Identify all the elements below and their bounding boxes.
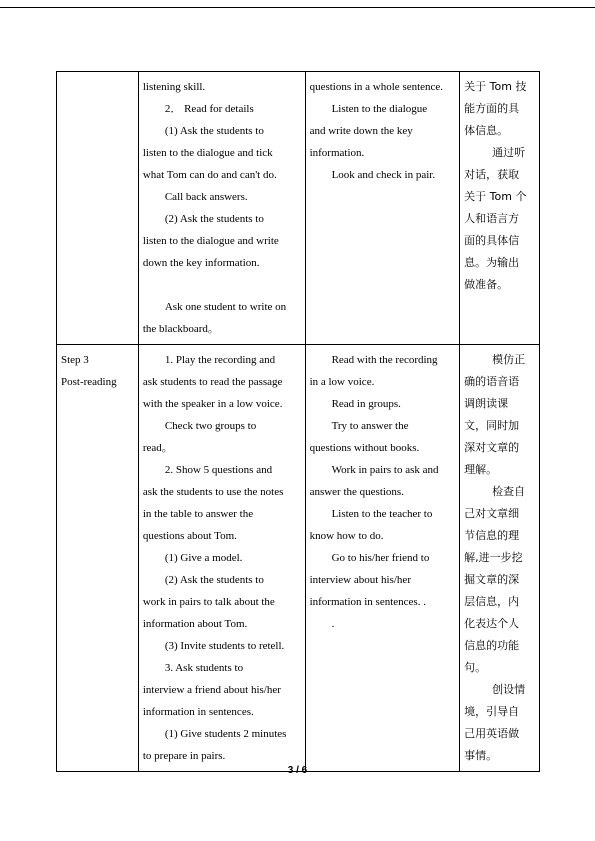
text-line: 调朗读课 — [464, 397, 509, 410]
text-line: Try to answer the — [331, 420, 409, 432]
text-line: information about Tom. — [142, 618, 248, 630]
text-line: (1) Ask the students to — [164, 125, 264, 137]
text-line: 面的具体信 — [464, 234, 520, 247]
student-activity-cell — [305, 345, 460, 772]
text-line: to prepare in pairs. — [142, 750, 226, 762]
text-line: 境，引导自 — [464, 705, 520, 718]
design-purpose-cell — [460, 345, 540, 772]
text-line: 关于 Tom 技 — [464, 80, 527, 93]
text-line: Look and check in pair. — [331, 169, 436, 181]
text-line: listen to the dialogue and write — [142, 235, 279, 247]
text-line: questions without books. — [309, 442, 420, 454]
text-line: know how to do. — [309, 530, 384, 542]
text-line: 确的语音语 — [464, 375, 520, 388]
text-line: 能方面的具 — [464, 102, 520, 115]
text-line: Check two groups to — [164, 420, 257, 432]
text-line: (1) Give a model. — [164, 552, 243, 564]
text-line: 解,进一步挖 — [464, 551, 523, 564]
text-line: work in pairs to talk about the — [142, 596, 275, 608]
text-line: Read in groups. — [331, 398, 401, 410]
text-line: 层信息，内 — [464, 595, 520, 608]
text-line: 模仿正 — [492, 353, 526, 366]
header-rule — [0, 7, 595, 8]
text-line: 事情。 — [464, 749, 498, 762]
text-line: 文，同时加 — [464, 419, 520, 432]
text-line: (1) Give students 2 minutes — [164, 728, 287, 740]
text-line: 人和语言方 — [464, 212, 520, 225]
text-line: 创设情 — [492, 683, 526, 696]
text-line: with the speaker in a low voice. — [142, 398, 283, 410]
text-line: 化表达个人 — [464, 617, 520, 630]
teacher-activity-cell — [138, 72, 305, 345]
text-line: 2. Show 5 questions and — [164, 464, 273, 476]
text-line: Listen to the dialogue — [331, 103, 428, 115]
text-line: 理解。 — [464, 463, 498, 476]
stage-cell — [57, 72, 139, 345]
text-line: down the key information. — [142, 257, 260, 269]
text-line: Step 3 — [61, 354, 89, 366]
text-line: read。 — [142, 442, 173, 454]
text-line: Post-reading — [61, 376, 117, 388]
text-line: 息。为输出 — [464, 256, 520, 269]
text-line: 1. Play the recording and — [164, 354, 276, 366]
text-line: 节信息的理 — [464, 529, 520, 542]
text-line: interview about his/her — [309, 574, 411, 586]
text-line: (2) Ask the students to — [164, 574, 264, 586]
text-line: Ask one student to write on — [164, 301, 287, 313]
design-purpose-cell — [460, 72, 540, 345]
text-line: (3) Invite students to retell. — [164, 640, 285, 652]
text-line: 句。 — [464, 661, 487, 674]
text-line — [143, 274, 301, 296]
text-line: what Tom can do and can't do. — [142, 169, 277, 181]
text-line: 信息的功能 — [464, 639, 520, 652]
text-line: 深对文章的 — [464, 441, 520, 454]
text-line: information in sentences. — [142, 706, 254, 718]
text-line: 掘文章的深 — [464, 573, 520, 586]
text-line: 己用英语做 — [464, 727, 520, 740]
stage-cell — [57, 345, 139, 772]
text-line: information. — [309, 147, 365, 159]
text-line: 通过听 — [492, 146, 526, 159]
text-line: 2． Read for details — [164, 103, 254, 115]
text-line: 关于 Tom 个 — [464, 190, 527, 203]
text-line: 3. Ask students to — [164, 662, 244, 674]
text-line: ask the students to use the notes — [142, 486, 284, 498]
text-line: 检查自 — [492, 485, 526, 498]
text-line: Read with the recording — [331, 354, 438, 366]
table-row — [57, 345, 540, 772]
text-line: listen to the dialogue and tick — [142, 147, 273, 159]
text-line: questions in a whole sentence. — [309, 81, 444, 93]
student-activity-cell — [305, 72, 460, 345]
text-line: interview a friend about his/her — [142, 684, 281, 696]
text-line: Work in pairs to ask and — [331, 464, 439, 476]
text-line: 体信息。 — [464, 124, 509, 137]
teacher-activity-cell — [138, 345, 305, 772]
text-line: (2) Ask the students to — [164, 213, 264, 225]
text-line: Call back answers. — [164, 191, 248, 203]
text-line: the blackboard。 — [142, 323, 219, 335]
text-line: information in sentences. . — [309, 596, 426, 608]
page-number: 3 / 6 — [287, 765, 308, 776]
text-line: in the table to answer the — [142, 508, 254, 520]
lesson-plan-table — [56, 71, 540, 772]
text-line: . — [331, 618, 335, 630]
text-line: 己对文章细 — [464, 507, 520, 520]
text-line: questions about Tom. — [142, 530, 237, 542]
text-line: in a low voice. — [309, 376, 375, 388]
table-row — [57, 72, 540, 345]
text-line: answer the questions. — [309, 486, 404, 498]
text-line: Go to his/her friend to — [331, 552, 430, 564]
text-line: Listen to the teacher to — [331, 508, 433, 520]
text-line: 做准备。 — [464, 278, 509, 291]
table-body — [57, 72, 540, 772]
text-line: listening skill. — [142, 81, 206, 93]
text-line: 对话，获取 — [464, 168, 520, 181]
text-line: and write down the key — [309, 125, 413, 137]
text-line: ask students to read the passage — [142, 376, 283, 388]
